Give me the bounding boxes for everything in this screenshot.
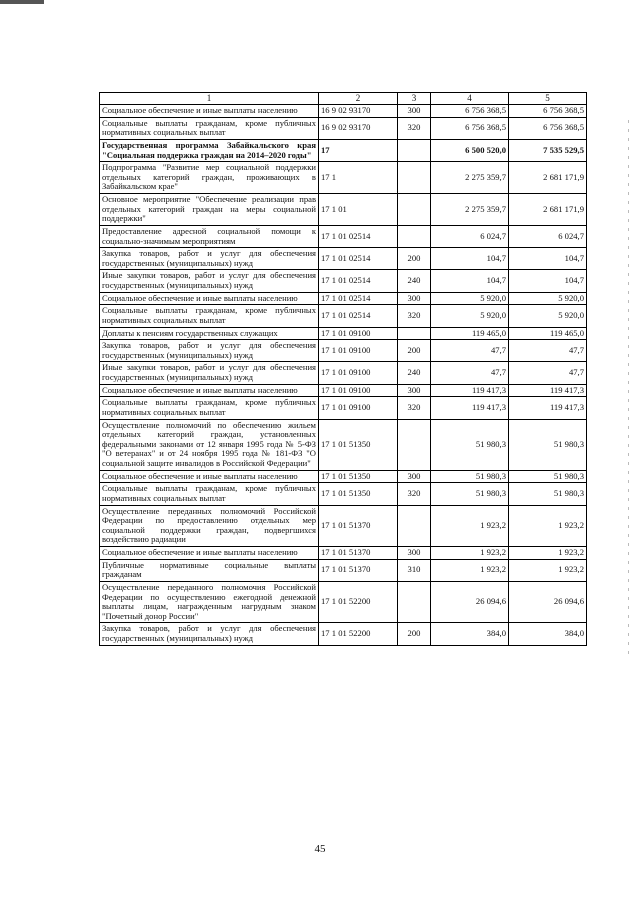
- amount-year-2-cell: 119 417,3: [509, 397, 587, 419]
- expense-type-cell: [398, 327, 431, 340]
- expense-type-cell: [398, 225, 431, 247]
- budget-table: [99, 92, 587, 646]
- amount-year-2-cell: 26 094,6: [509, 581, 587, 623]
- amount-year-2-cell: 7 535 529,5: [509, 139, 587, 161]
- row-name-cell: Предоставление адресной социальной помощи к социально-значимым мероприятиям: [100, 225, 319, 247]
- table-row: [100, 139, 587, 161]
- amount-year-2-cell: 6 756 368,5: [509, 117, 587, 139]
- row-name-cell: Осуществление полномочий по обеспечению жильем отдельных категорий граждан, установленных федеральными законами от 12 января 1995 года № 5-ФЗ "О ветеранах" и от 24 ноября 1995 года № 181-ФЗ "О социальной защите инвалидов в Российской Федерации": [100, 419, 319, 470]
- table-row: [100, 340, 587, 362]
- amount-year-1-cell: 119 417,3: [431, 384, 509, 397]
- scan-fold-line: [628, 120, 629, 660]
- table-row: [100, 547, 587, 560]
- amount-year-1-cell: 6 756 368,5: [431, 105, 509, 118]
- table-row: [100, 623, 587, 645]
- target-code-cell: 17 1 01 09100: [319, 384, 398, 397]
- table-row: [100, 305, 587, 327]
- expense-type-cell: [398, 162, 431, 194]
- table-row: [100, 105, 587, 118]
- target-code-cell: 17 1 01 02514: [319, 270, 398, 292]
- expense-type-cell: [398, 419, 431, 470]
- expense-type-cell: 300: [398, 292, 431, 305]
- amount-year-1-cell: 1 923,2: [431, 559, 509, 581]
- target-code-cell: 17: [319, 139, 398, 161]
- amount-year-2-cell: 384,0: [509, 623, 587, 645]
- table-row: [100, 483, 587, 505]
- amount-year-2-cell: 1 923,2: [509, 559, 587, 581]
- row-name-cell: Социальное обеспечение и иные выплаты населению: [100, 470, 319, 483]
- page-number: 45: [314, 843, 326, 855]
- row-name-cell: Закупка товаров, работ и услуг для обеспечения государственных (муниципальных) нужд: [100, 623, 319, 645]
- column-number-2: 2: [319, 93, 398, 105]
- amount-year-1-cell: 47,7: [431, 362, 509, 384]
- target-code-cell: 17 1 01 02514: [319, 225, 398, 247]
- amount-year-2-cell: 104,7: [509, 248, 587, 270]
- expense-type-cell: [398, 505, 431, 547]
- target-code-cell: 17 1: [319, 162, 398, 194]
- amount-year-1-cell: 26 094,6: [431, 581, 509, 623]
- amount-year-2-cell: 6 756 368,5: [509, 105, 587, 118]
- amount-year-2-cell: 104,7: [509, 270, 587, 292]
- expense-type-cell: 240: [398, 362, 431, 384]
- target-code-cell: 17 1 01 02514: [319, 248, 398, 270]
- row-name-cell: Социальное обеспечение и иные выплаты населению: [100, 384, 319, 397]
- amount-year-1-cell: 5 920,0: [431, 292, 509, 305]
- amount-year-1-cell: 47,7: [431, 340, 509, 362]
- row-name-cell: Социальное обеспечение и иные выплаты населению: [100, 105, 319, 118]
- expense-type-cell: 300: [398, 470, 431, 483]
- row-name-cell: Осуществление переданного полномочия Российской Федерации по осуществлению ежегодной денежной выплаты лицам, награжденным нагрудным знаком "Почетный донор России": [100, 581, 319, 623]
- target-code-cell: 17 1 01 02514: [319, 292, 398, 305]
- amount-year-2-cell: 5 920,0: [509, 305, 587, 327]
- target-code-cell: 17 1 01 51350: [319, 470, 398, 483]
- amount-year-1-cell: 2 275 359,7: [431, 162, 509, 194]
- table-row: [100, 248, 587, 270]
- target-code-cell: 17 1 01: [319, 194, 398, 226]
- amount-year-2-cell: 51 980,3: [509, 470, 587, 483]
- table-row: [100, 581, 587, 623]
- table-row: [100, 559, 587, 581]
- target-code-cell: 17 1 01 02514: [319, 305, 398, 327]
- amount-year-1-cell: 6 756 368,5: [431, 117, 509, 139]
- table-row: [100, 505, 587, 547]
- target-code-cell: 17 1 01 09100: [319, 327, 398, 340]
- row-name-cell: Закупка товаров, работ и услуг для обеспечения государственных (муниципальных) нужд: [100, 340, 319, 362]
- amount-year-1-cell: 119 417,3: [431, 397, 509, 419]
- amount-year-1-cell: 119 465,0: [431, 327, 509, 340]
- amount-year-2-cell: 119 417,3: [509, 384, 587, 397]
- amount-year-2-cell: 119 465,0: [509, 327, 587, 340]
- row-name-cell: Государственная программа Забайкальского края "Социальная поддержка граждан на 2014–2020 годы": [100, 139, 319, 161]
- table-header-row: [100, 93, 587, 105]
- expense-type-cell: 200: [398, 623, 431, 645]
- table-row: [100, 384, 587, 397]
- table-row: [100, 292, 587, 305]
- target-code-cell: 17 1 01 52200: [319, 581, 398, 623]
- target-code-cell: 17 1 01 51370: [319, 505, 398, 547]
- row-name-cell: Социальные выплаты гражданам, кроме публичных нормативных социальных выплат: [100, 305, 319, 327]
- expense-type-cell: 300: [398, 547, 431, 560]
- target-code-cell: 17 1 01 51370: [319, 547, 398, 560]
- expense-type-cell: 320: [398, 483, 431, 505]
- expense-type-cell: 300: [398, 105, 431, 118]
- target-code-cell: 17 1 01 51350: [319, 483, 398, 505]
- row-name-cell: Иные закупки товаров, работ и услуг для обеспечения государственных (муниципальных) нужд: [100, 362, 319, 384]
- amount-year-2-cell: 47,7: [509, 340, 587, 362]
- row-name-cell: Иные закупки товаров, работ и услуг для обеспечения государственных (муниципальных) нужд: [100, 270, 319, 292]
- amount-year-1-cell: 104,7: [431, 248, 509, 270]
- row-name-cell: Подпрограмма "Развитие мер социальной поддержки отдельных категорий граждан, проживающих в Забайкальском крае": [100, 162, 319, 194]
- row-name-cell: Социальное обеспечение и иные выплаты населению: [100, 547, 319, 560]
- table-row: [100, 117, 587, 139]
- amount-year-1-cell: 2 275 359,7: [431, 194, 509, 226]
- expense-type-cell: 200: [398, 340, 431, 362]
- row-name-cell: Социальные выплаты гражданам, кроме публичных нормативных социальных выплат: [100, 483, 319, 505]
- amount-year-1-cell: 104,7: [431, 270, 509, 292]
- target-code-cell: 16 9 02 93170: [319, 105, 398, 118]
- target-code-cell: 17 1 01 52200: [319, 623, 398, 645]
- expense-type-cell: 310: [398, 559, 431, 581]
- expense-type-cell: 320: [398, 305, 431, 327]
- row-name-cell: Социальные выплаты гражданам, кроме публичных нормативных социальных выплат: [100, 117, 319, 139]
- expense-type-cell: 300: [398, 384, 431, 397]
- expense-type-cell: [398, 194, 431, 226]
- row-name-cell: Доплаты к пенсиям государственных служащих: [100, 327, 319, 340]
- amount-year-1-cell: 384,0: [431, 623, 509, 645]
- row-name-cell: Закупка товаров, работ и услуг для обеспечения государственных (муниципальных) нужд: [100, 248, 319, 270]
- column-number-4: 4: [431, 93, 509, 105]
- amount-year-2-cell: 1 923,2: [509, 505, 587, 547]
- amount-year-1-cell: 51 980,3: [431, 470, 509, 483]
- expense-type-cell: 200: [398, 248, 431, 270]
- scan-edge-mark: [0, 0, 44, 4]
- row-name-cell: Публичные нормативные социальные выплаты гражданам: [100, 559, 319, 581]
- amount-year-1-cell: 51 980,3: [431, 483, 509, 505]
- row-name-cell: Социальные выплаты гражданам, кроме публичных нормативных социальных выплат: [100, 397, 319, 419]
- table-row: [100, 162, 587, 194]
- table-row: [100, 327, 587, 340]
- target-code-cell: 17 1 01 51370: [319, 559, 398, 581]
- table-row: [100, 194, 587, 226]
- expense-type-cell: [398, 581, 431, 623]
- row-name-cell: Основное мероприятие "Обеспечение реализации прав отдельных категорий граждан на меры социальной поддержки": [100, 194, 319, 226]
- target-code-cell: 16 9 02 93170: [319, 117, 398, 139]
- expense-type-cell: 240: [398, 270, 431, 292]
- amount-year-1-cell: 5 920,0: [431, 305, 509, 327]
- row-name-cell: Социальное обеспечение и иные выплаты населению: [100, 292, 319, 305]
- column-number-5: 5: [509, 93, 587, 105]
- table-row: [100, 419, 587, 470]
- column-number-3: 3: [398, 93, 431, 105]
- amount-year-1-cell: 1 923,2: [431, 547, 509, 560]
- amount-year-1-cell: 6 500 520,0: [431, 139, 509, 161]
- amount-year-1-cell: 6 024,7: [431, 225, 509, 247]
- expense-type-cell: 320: [398, 397, 431, 419]
- table-body: [100, 105, 587, 646]
- row-name-cell: Осуществление переданных полномочий Российской Федерации по предоставлению отдельных мер социальной поддержки граждан, подвергшихся воздействию радиации: [100, 505, 319, 547]
- target-code-cell: 17 1 01 09100: [319, 340, 398, 362]
- amount-year-2-cell: 2 681 171,9: [509, 194, 587, 226]
- table-row: [100, 270, 587, 292]
- amount-year-2-cell: 1 923,2: [509, 547, 587, 560]
- amount-year-2-cell: 47,7: [509, 362, 587, 384]
- table-row: [100, 362, 587, 384]
- table-row: [100, 225, 587, 247]
- expense-type-cell: 320: [398, 117, 431, 139]
- table-row: [100, 397, 587, 419]
- target-code-cell: 17 1 01 51350: [319, 419, 398, 470]
- column-number-1: 1: [100, 93, 319, 105]
- target-code-cell: 17 1 01 09100: [319, 362, 398, 384]
- amount-year-2-cell: 6 024,7: [509, 225, 587, 247]
- amount-year-2-cell: 2 681 171,9: [509, 162, 587, 194]
- amount-year-1-cell: 51 980,3: [431, 419, 509, 470]
- table-row: [100, 470, 587, 483]
- amount-year-2-cell: 5 920,0: [509, 292, 587, 305]
- amount-year-2-cell: 51 980,3: [509, 483, 587, 505]
- amount-year-2-cell: 51 980,3: [509, 419, 587, 470]
- amount-year-1-cell: 1 923,2: [431, 505, 509, 547]
- target-code-cell: 17 1 01 09100: [319, 397, 398, 419]
- expense-type-cell: [398, 139, 431, 161]
